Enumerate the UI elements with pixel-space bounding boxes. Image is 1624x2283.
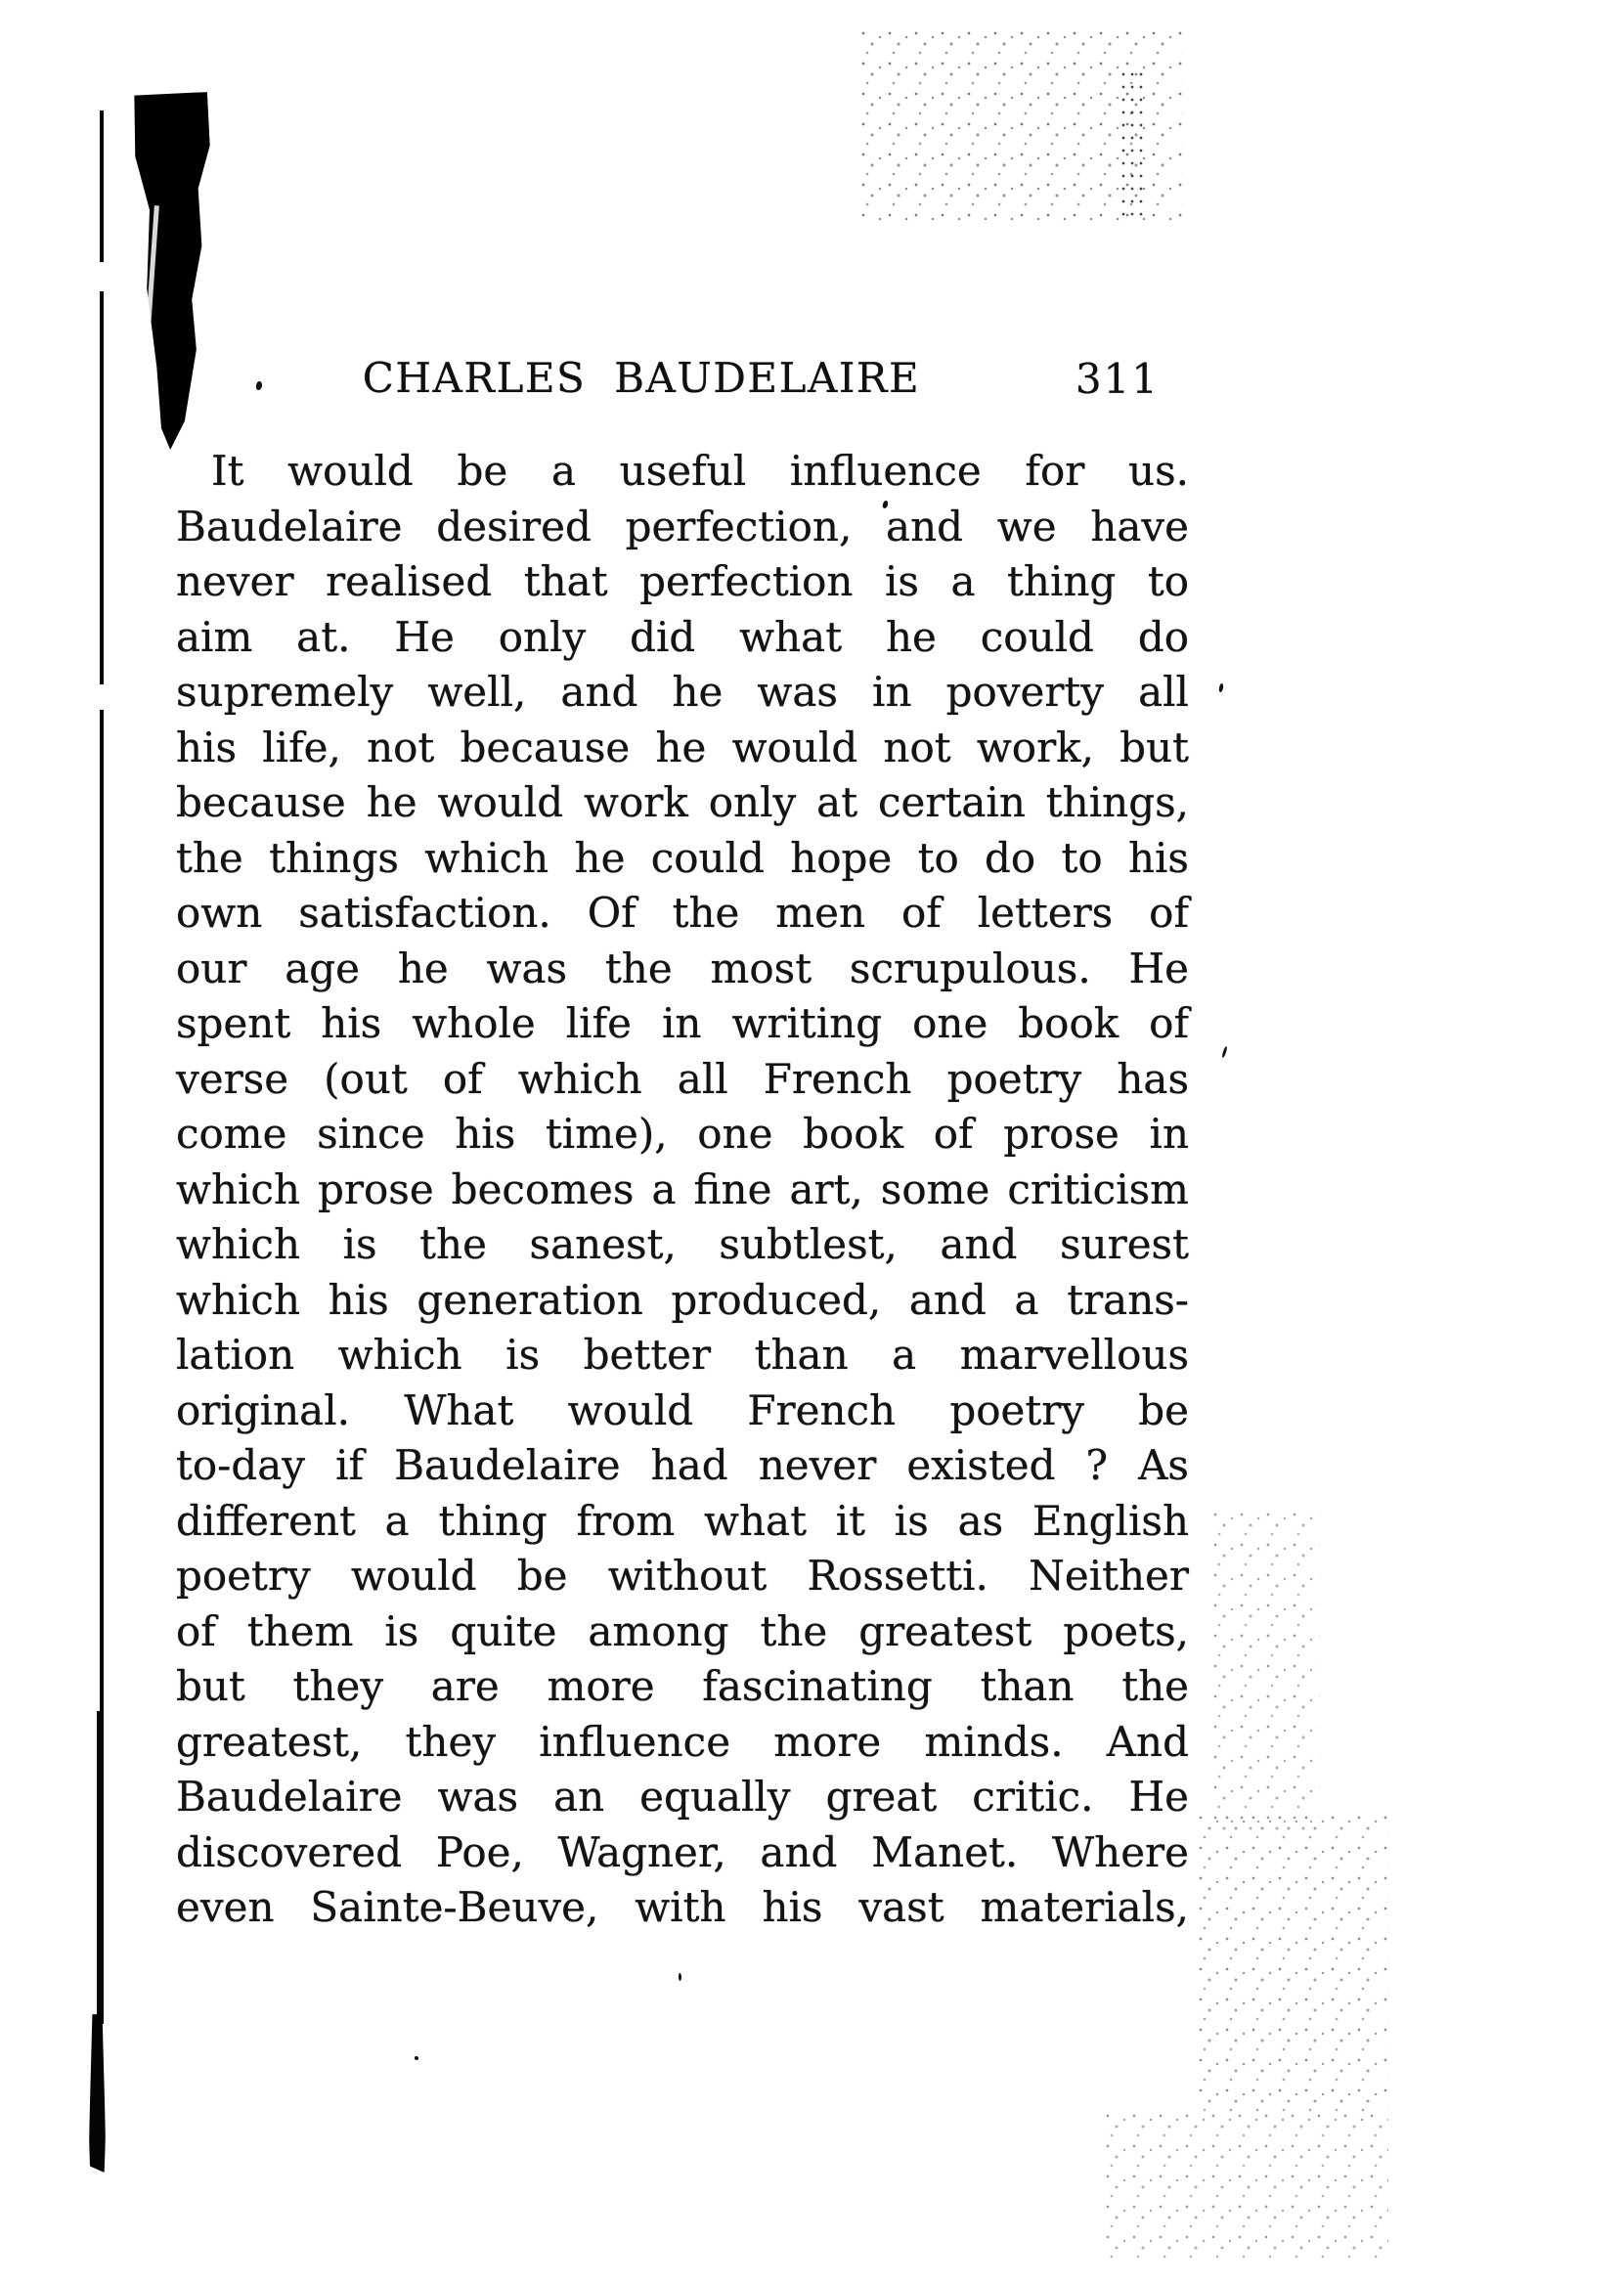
body-text-line: discovered Poe, Wagner, and Manet. Where: [176, 1827, 1189, 1876]
body-text-line: the things which he could hope to do to his: [176, 833, 1189, 882]
scan-artifact-line-gap: [96, 684, 108, 710]
body-text-line: greatest, they influence more minds. And: [176, 1717, 1189, 1766]
body-text-line: which prose becomes a fine art, some criticism: [176, 1164, 1189, 1213]
body-text-line: of them is quite among the greatest poets,: [176, 1606, 1189, 1655]
scan-artifact-line-gap: [96, 262, 108, 291]
running-title: CHARLES BAUDELAIRE: [362, 354, 921, 402]
page-number: 311: [1075, 355, 1160, 403]
body-text-line: verse (out of which all French poetry has: [176, 1054, 1189, 1103]
scan-fleck: [415, 2056, 418, 2060]
scan-noise-bottom-right: [1105, 2112, 1388, 2259]
scan-artifact-gutter-line-foot: [89, 2014, 106, 2173]
body-text-line: own satisfaction. Of the men of letters of: [176, 889, 1189, 937]
body-text-line: his life, not because he would not work, but: [176, 723, 1189, 771]
body-text-line: It would be a useful influence for us.: [211, 447, 1189, 495]
scan-artifact-gutter-line-mid: [97, 1711, 104, 2024]
body-paragraph: [176, 444, 1189, 1936]
page-header: [176, 354, 1189, 403]
body-text-line: our age he was the most scrupulous. He: [176, 944, 1189, 992]
body-text-line: Baudelaire desired perfection, and we have: [176, 502, 1189, 550]
scan-fleck: [679, 1973, 681, 1981]
body-text-line: come since his time), one book of prose in: [176, 1110, 1189, 1158]
body-text-line: poetry would be without Rossetti. Neither: [176, 1552, 1189, 1600]
body-text-line: Baudelaire was an equally great critic. He: [176, 1773, 1189, 1821]
body-text-line: aim at. He only did what he could do: [176, 612, 1189, 661]
body-text-line: even Sainte-Beuve, with his vast materials,: [176, 1883, 1189, 1931]
body-text-line: lation which is better than a marvellous: [176, 1331, 1189, 1379]
body-text-line: spent his whole life in writing one book of: [176, 999, 1189, 1047]
scan-artifact-gutter-line: [100, 110, 104, 1714]
body-text-line: original. What would French poetry be: [176, 1385, 1189, 1434]
body-text-line: to-day if Baudelaire had never existed ? As: [176, 1441, 1189, 1489]
scan-noise-top-streak: [1120, 70, 1144, 217]
body-text-line: never realised that perfection is a thing to: [176, 557, 1189, 605]
body-text-line: supremely well, and he was in poverty all: [176, 668, 1189, 716]
body-text-line: different a thing from what it is as English: [176, 1496, 1189, 1545]
scan-fleck: [1221, 1046, 1228, 1058]
body-text-line: which is the sanest, subtlest, and surest: [176, 1220, 1189, 1268]
text-block: [176, 354, 1189, 1936]
scan-noise-right-middle: [1212, 1511, 1320, 1833]
body-text-line: but they are more fascinating than the: [176, 1662, 1189, 1710]
body-text-line: which his generation produced, and a trans-: [176, 1275, 1189, 1324]
scan-fleck: [1218, 683, 1224, 693]
scan-noise-right-lower: [1198, 1814, 1388, 2117]
body-text-line: because he would work only at certain things,: [176, 778, 1189, 826]
